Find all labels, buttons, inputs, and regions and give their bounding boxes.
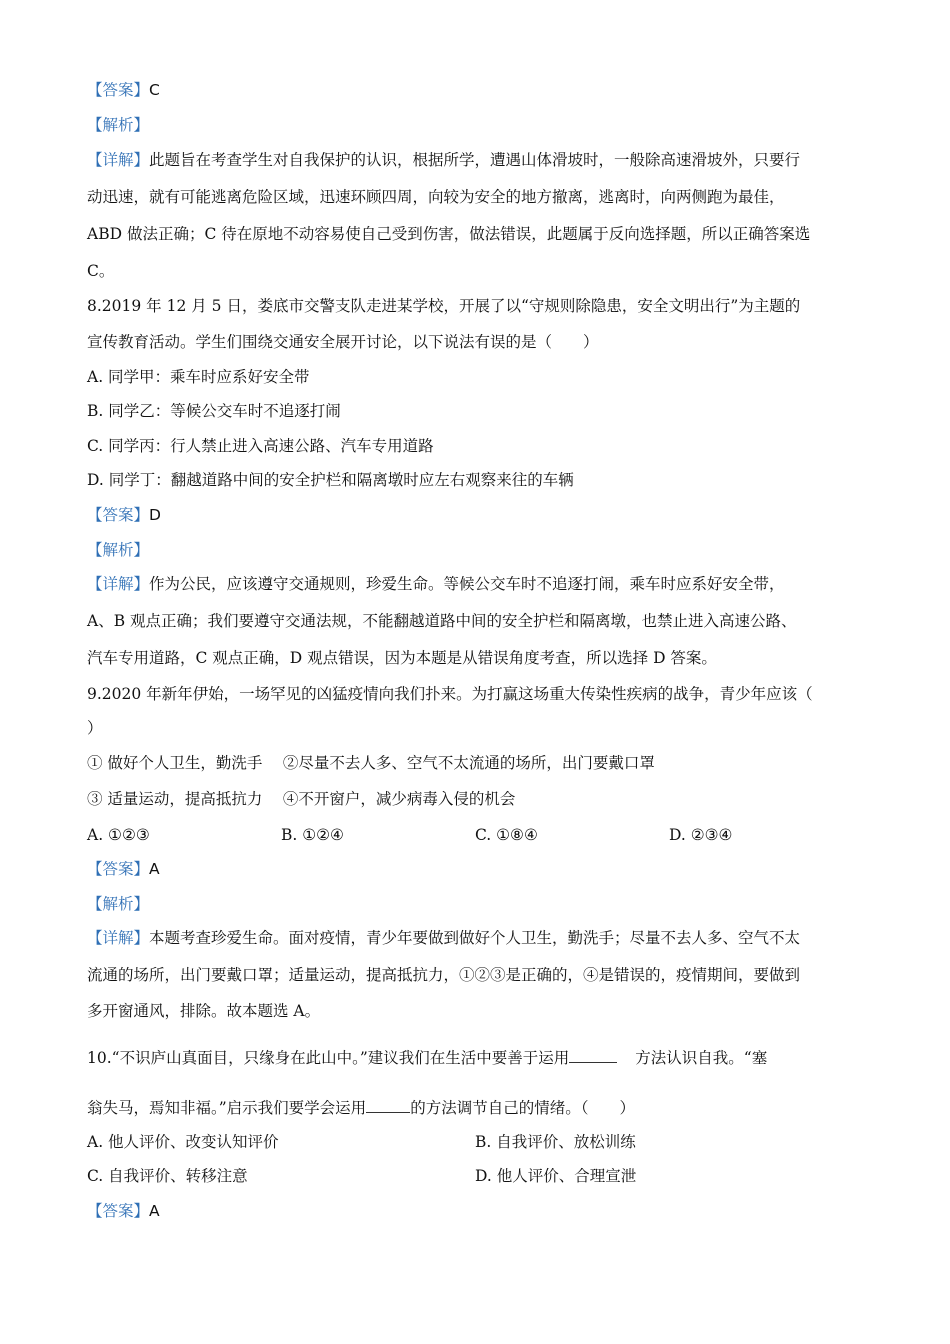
answer-value: A xyxy=(149,1202,160,1220)
q9-stem-line-2: ） xyxy=(87,719,103,737)
q9-item-line-1: ① 做好个人卫生，勤洗手 ②尽量不去人多、空气不太流通的场所，出门要戴口罩 xyxy=(87,754,655,772)
q10-option-a: A. 他人评价、改变认知评价 xyxy=(87,1133,279,1151)
q8-stem-line-2: 宣传教育活动。学生们围绕交通安全展开讨论，以下说法有误的是（ ） xyxy=(87,333,599,351)
q8-detail-line-1: 【详解】作为公民，应该遵守交通规则，珍爱生命。等候公交车时不追逐打闹，乘车时应系好安全带， xyxy=(87,575,785,593)
q8-detail-line-3: 汽车专用道路，C 观点正确，D 观点错误，因为本题是从错误角度考查，所以选择 D 答案。 xyxy=(87,649,717,667)
q9-stem-line-1: 9.2020 年新年伊始，一场罕见的凶猛疫情向我们扑来。为打赢这场重大传染性疾病的战争，青少年应该（ xyxy=(87,685,813,703)
analysis-tag: 【解析】 xyxy=(87,116,150,134)
q10-stem-line-1: 10.“不识庐山真面目，只缘身在此山中。”建议我们在生活中要善于运用 方法认识自我。“塞 xyxy=(87,1049,768,1067)
analysis-tag: 【解析】 xyxy=(87,895,150,913)
q9-answer-line xyxy=(87,858,160,880)
q8-answer-line xyxy=(87,504,161,526)
q8-detail-line-2: A、B 观点正确；我们要遵守交通法规，不能翻越道路中间的安全护栏和隔离墩，也禁止进入高速公路、 xyxy=(87,612,797,630)
q7-detail-line-2: 动迅速，就有可能逃离危险区域，迅速环顾四周，向较为安全的地方撤离，逃离时，向两侧跑为最佳， xyxy=(87,188,785,206)
q9-option-a: A. ①②③ xyxy=(87,826,150,844)
q9-detail-line-3: 多开窗通风，排除。故本题选 A。 xyxy=(87,1002,321,1020)
q9-detail-line-2: 流通的场所，出门要戴口罩；适量运动，提高抵抗力，①②③是正确的，④是错误的，疫情期间，要做到 xyxy=(87,966,801,984)
q7-detail-line-3: ABD 做法正确；C 待在原地不动容易使自己受到伤害，做法错误，此题属于反向选择题，所以正确答案选 xyxy=(87,225,811,243)
answer-value: A xyxy=(149,860,160,878)
detail-tag: 【详解】 xyxy=(87,151,150,169)
q7-detail-line-4: C。 xyxy=(87,262,115,280)
fill-blank xyxy=(366,1098,410,1113)
answer-tag: 【答案】 xyxy=(87,506,150,524)
answer-value: D xyxy=(149,506,161,524)
q9-option-c: C. ①⑧④ xyxy=(475,826,538,844)
answer-tag: 【答案】 xyxy=(87,860,150,878)
q9-item-line-2: ③ 适量运动，提高抵抗力 ④不开窗户，减少病毒入侵的机会 xyxy=(87,790,516,808)
q10-option-c: C. 自我评价、转移注意 xyxy=(87,1167,248,1185)
fill-blank xyxy=(569,1048,617,1063)
q10-stem-line-2: 翁失马，焉知非福。”启示我们要学会运用 的方法调节自己的情绪。（ ） xyxy=(87,1099,635,1117)
q8-option-a: A. 同学甲：乘车时应系好安全带 xyxy=(87,368,310,386)
q10-option-d: D. 他人评价、合理宣泄 xyxy=(475,1167,637,1185)
answer-tag: 【答案】 xyxy=(87,81,150,99)
answer-value: C xyxy=(149,81,160,99)
q7-detail-line-1: 【详解】此题旨在考查学生对自我保护的认识，根据所学，遭遇山体滑坡时，一般除高速滑坡外，只要行 xyxy=(87,151,801,169)
q8-option-c: C. 同学丙：行人禁止进入高速公路、汽车专用道路 xyxy=(87,437,434,455)
analysis-tag: 【解析】 xyxy=(87,541,150,559)
detail-tag: 【详解】 xyxy=(87,929,150,947)
q9-option-d: D. ②③④ xyxy=(669,826,733,844)
detail-tag: 【详解】 xyxy=(87,575,150,593)
q8-stem-line-1: 8.2019 年 12 月 5 日，娄底市交警支队走进某学校，开展了以“守规则除隐患，安全文明出行”为主题的 xyxy=(87,297,801,315)
q8-option-d: D. 同学丁：翻越道路中间的安全护栏和隔离墩时应左右观察来往的车辆 xyxy=(87,471,574,489)
q10-option-b: B. 自我评价、放松训练 xyxy=(475,1133,636,1151)
q7-answer-line xyxy=(87,79,160,101)
q9-detail-line-1: 【详解】本题考查珍爱生命。面对疫情，青少年要做到做好个人卫生，勤洗手；尽量不去人多、空气不太 xyxy=(87,929,801,947)
q9-option-b: B. ①②④ xyxy=(281,826,344,844)
q10-answer-line xyxy=(87,1200,160,1222)
answer-tag: 【答案】 xyxy=(87,1202,150,1220)
q8-option-b: B. 同学乙：等候公交车时不追逐打闹 xyxy=(87,402,341,420)
